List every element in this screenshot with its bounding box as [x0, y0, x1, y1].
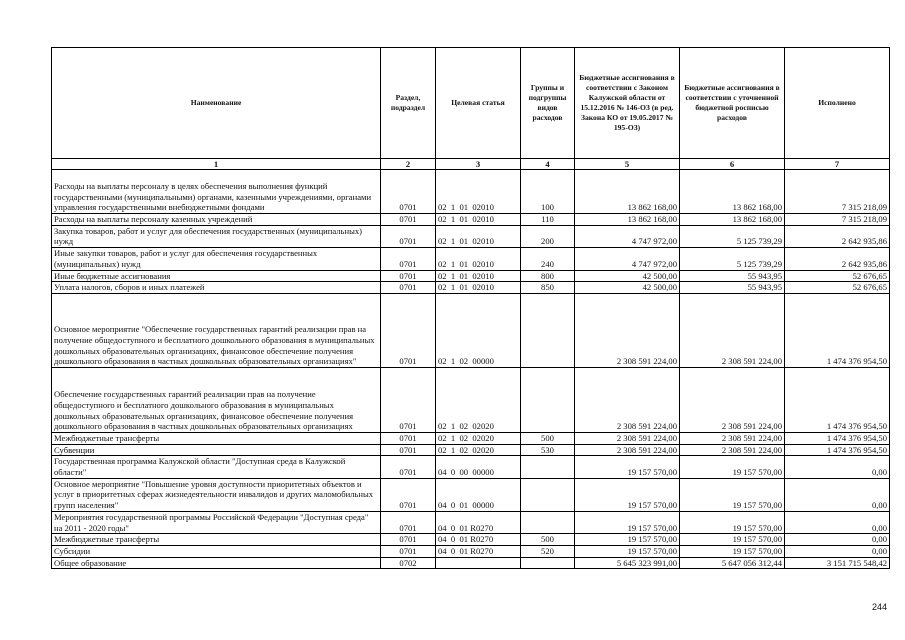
cell-executed-amount: 0,00 [785, 545, 890, 557]
table-row [52, 478, 890, 511]
cell-target: 04 0 01 R0270 [436, 511, 521, 533]
cell-target: 04 0 01 00000 [436, 478, 521, 511]
cell-executed-amount: 0,00 [785, 534, 890, 546]
cell-target: 02 1 01 02010 [436, 248, 521, 270]
table-row [52, 534, 890, 546]
cell-name: Закупка товаров, работ и услуг для обеспечения государственных (муниципальных) нужд [52, 225, 381, 247]
cell-section: 0701 [381, 293, 436, 367]
cell-group [521, 293, 575, 367]
cell-group: 110 [521, 214, 575, 226]
cell-group: 530 [521, 444, 575, 456]
table-row [52, 248, 890, 270]
cell-law-amount: 42 500,00 [575, 282, 680, 294]
cell-executed-amount: 1 474 376 954,50 [785, 293, 890, 367]
cell-group: 100 [521, 170, 575, 214]
cell-executed-amount: 0,00 [785, 456, 890, 478]
cell-executed-amount: 0,00 [785, 478, 890, 511]
cell-target: 02 1 02 00000 [436, 293, 521, 367]
cell-group: 500 [521, 534, 575, 546]
cell-target: 02 1 01 02010 [436, 282, 521, 294]
cell-refined-amount: 2 308 591 224,00 [680, 432, 785, 444]
table-row [52, 170, 890, 214]
cell-refined-amount: 19 157 570,00 [680, 456, 785, 478]
cell-target: 02 1 01 02010 [436, 214, 521, 226]
cell-executed-amount: 2 642 935,86 [785, 248, 890, 270]
cell-refined-amount: 5 125 739,29 [680, 248, 785, 270]
cell-law-amount: 42 500,00 [575, 270, 680, 282]
header-row [52, 48, 890, 159]
table-body [52, 170, 890, 569]
cell-executed-amount: 1 474 376 954,50 [785, 367, 890, 432]
column-number: 3 [436, 159, 521, 170]
cell-executed-amount: 0,00 [785, 511, 890, 533]
cell-refined-amount: 19 157 570,00 [680, 534, 785, 546]
cell-name: Уплата налогов, сборов и иных платежей [52, 282, 381, 294]
cell-law-amount: 2 308 591 224,00 [575, 444, 680, 456]
cell-name: Общее образование [52, 557, 381, 569]
cell-refined-amount: 5 647 056 312,44 [680, 557, 785, 569]
cell-law-amount: 2 308 591 224,00 [575, 367, 680, 432]
cell-executed-amount: 7 315 218,09 [785, 170, 890, 214]
cell-name: Субсидии [52, 545, 381, 557]
cell-law-amount: 13 862 168,00 [575, 170, 680, 214]
page-number: 244 [872, 602, 888, 612]
cell-section: 0701 [381, 511, 436, 533]
table-row [52, 225, 890, 247]
cell-law-amount: 5 645 323 991,00 [575, 557, 680, 569]
cell-target: 04 0 00 00000 [436, 456, 521, 478]
cell-law-amount: 19 157 570,00 [575, 511, 680, 533]
cell-name: Государственная программа Калужской области "Доступная среда в Калужской области" [52, 456, 381, 478]
cell-name: Основное мероприятие "Повышение уровня доступности приоритетных объектов и услуг в приоритетных сферах жизнедеятельности инвалидов и других маломобильных групп населения" [52, 478, 381, 511]
cell-target: 02 1 02 02020 [436, 432, 521, 444]
cell-group: 800 [521, 270, 575, 282]
header-name: Наименование [52, 48, 381, 159]
column-number: 5 [575, 159, 680, 170]
cell-section: 0701 [381, 456, 436, 478]
cell-refined-amount: 55 943,95 [680, 270, 785, 282]
cell-refined-amount: 13 862 168,00 [680, 214, 785, 226]
table-row [52, 282, 890, 294]
cell-section: 0701 [381, 248, 436, 270]
cell-name: Иные закупки товаров, работ и услуг для обеспечения государственных (муниципальных) нужд [52, 248, 381, 270]
header-section: Раздел, подраздел [381, 48, 436, 159]
table-row [52, 432, 890, 444]
column-number: 4 [521, 159, 575, 170]
cell-target: 02 1 01 02010 [436, 270, 521, 282]
cell-executed-amount: 3 151 715 548,42 [785, 557, 890, 569]
cell-law-amount: 2 308 591 224,00 [575, 432, 680, 444]
cell-refined-amount: 19 157 570,00 [680, 511, 785, 533]
cell-name: Основное мероприятие "Обеспечение государственных гарантий реализации прав на получение общедоступного и бесплатного дошкольного образования в муниципальных дошкольных образовательных организациях, финансовое обеспечение получения дошкольного образования в частных дошкольных образовательных организациях" [52, 293, 381, 367]
cell-group [521, 478, 575, 511]
table-row [52, 293, 890, 367]
table-row [52, 214, 890, 226]
cell-target [436, 557, 521, 569]
cell-target: 02 1 02 02020 [436, 444, 521, 456]
cell-group: 850 [521, 282, 575, 294]
cell-refined-amount: 19 157 570,00 [680, 545, 785, 557]
cell-refined-amount: 2 308 591 224,00 [680, 367, 785, 432]
header-group: Группы и подгруппы видов расходов [521, 48, 575, 159]
table-row [52, 444, 890, 456]
budget-table [51, 47, 890, 569]
column-number: 6 [680, 159, 785, 170]
cell-executed-amount: 1 474 376 954,50 [785, 432, 890, 444]
header-target: Целевая статья [436, 48, 521, 159]
header-executed: Исполнено [785, 48, 890, 159]
cell-name: Обеспечение государственных гарантий реализации прав на получение общедоступного и бесплатного дошкольного образования в муниципальных дошкольных образовательных организациях, финансовое обеспечение получения дошкольного образования в частных дошкольных образовательных организациях [52, 367, 381, 432]
cell-refined-amount: 2 308 591 224,00 [680, 293, 785, 367]
cell-target: 02 1 01 02010 [436, 225, 521, 247]
cell-law-amount: 19 157 570,00 [575, 534, 680, 546]
cell-executed-amount: 52 676,65 [785, 270, 890, 282]
header-refined-allocations: Бюджетные ассигнования в соответствии с уточненной бюджетной росписью расходов [680, 48, 785, 159]
cell-group [521, 557, 575, 569]
cell-section: 0701 [381, 545, 436, 557]
table-row [52, 367, 890, 432]
cell-refined-amount: 13 862 168,00 [680, 170, 785, 214]
cell-target: 02 1 02 02020 [436, 367, 521, 432]
cell-law-amount: 19 157 570,00 [575, 456, 680, 478]
cell-name: Расходы на выплаты персоналу в целях обеспечения выполнения функций государственными (муниципальными) органами, казенными учреждениями, органами управления государственными внебюджетными фондами [52, 170, 381, 214]
cell-section: 0701 [381, 282, 436, 294]
cell-executed-amount: 1 474 376 954,50 [785, 444, 890, 456]
table-row [52, 557, 890, 569]
cell-group [521, 511, 575, 533]
column-number: 1 [52, 159, 381, 170]
table-row [52, 511, 890, 533]
cell-section: 0702 [381, 557, 436, 569]
table-row [52, 270, 890, 282]
column-number: 2 [381, 159, 436, 170]
cell-law-amount: 4 747 972,00 [575, 248, 680, 270]
cell-name: Мероприятия государственной программы Российской Федерации "Доступная среда" на 2011 - 2020 годы" [52, 511, 381, 533]
cell-refined-amount: 2 308 591 224,00 [680, 444, 785, 456]
cell-section: 0701 [381, 444, 436, 456]
cell-group: 500 [521, 432, 575, 444]
table-row [52, 545, 890, 557]
cell-section: 0701 [381, 270, 436, 282]
cell-section: 0701 [381, 367, 436, 432]
cell-section: 0701 [381, 478, 436, 511]
header-law-allocations: Бюджетные ассигнования в соответствии с Законом Калужской области от 15.12.2016 № 146-ОЗ (в ред. Закона КО от 19.05.2017 № 195-ОЗ) [575, 48, 680, 159]
cell-name: Субвенции [52, 444, 381, 456]
cell-law-amount: 19 157 570,00 [575, 545, 680, 557]
cell-name: Иные бюджетные ассигнования [52, 270, 381, 282]
cell-group [521, 367, 575, 432]
cell-executed-amount: 2 642 935,86 [785, 225, 890, 247]
cell-section: 0701 [381, 534, 436, 546]
cell-group: 240 [521, 248, 575, 270]
cell-name: Межбюджетные трансферты [52, 432, 381, 444]
cell-refined-amount: 55 943,95 [680, 282, 785, 294]
cell-target: 04 0 01 R0270 [436, 534, 521, 546]
cell-law-amount: 19 157 570,00 [575, 478, 680, 511]
cell-group: 520 [521, 545, 575, 557]
cell-refined-amount: 19 157 570,00 [680, 478, 785, 511]
cell-section: 0701 [381, 225, 436, 247]
cell-refined-amount: 5 125 739,29 [680, 225, 785, 247]
cell-executed-amount: 52 676,65 [785, 282, 890, 294]
cell-group: 200 [521, 225, 575, 247]
column-number: 7 [785, 159, 890, 170]
table-row [52, 456, 890, 478]
cell-law-amount: 13 862 168,00 [575, 214, 680, 226]
cell-target: 02 1 01 02010 [436, 170, 521, 214]
cell-name: Расходы на выплаты персоналу казенных учреждений [52, 214, 381, 226]
cell-law-amount: 2 308 591 224,00 [575, 293, 680, 367]
cell-executed-amount: 7 315 218,09 [785, 214, 890, 226]
cell-section: 0701 [381, 170, 436, 214]
cell-law-amount: 4 747 972,00 [575, 225, 680, 247]
cell-name: Межбюджетные трансферты [52, 534, 381, 546]
cell-section: 0701 [381, 214, 436, 226]
cell-group [521, 456, 575, 478]
cell-target: 04 0 01 R0270 [436, 545, 521, 557]
column-number-row [52, 159, 890, 170]
cell-section: 0701 [381, 432, 436, 444]
